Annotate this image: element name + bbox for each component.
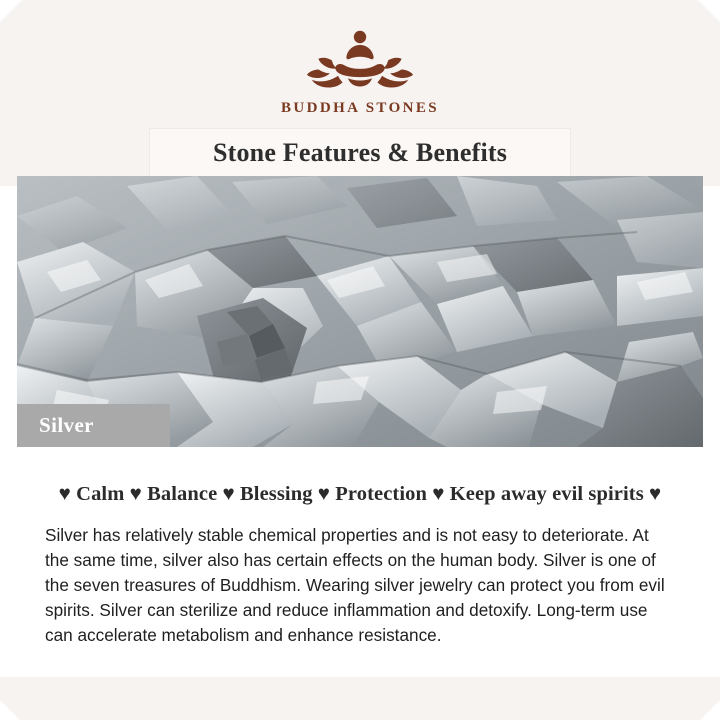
benefit-keywords: ♥ Calm ♥ Balance ♥ Blessing ♥ Protection ♥ Keep away evil spirits ♥ — [58, 483, 662, 505]
corner-cut-top-right — [698, 0, 720, 22]
brand-name: BUDDHA STONES — [280, 100, 440, 116]
image-caption-tab — [17, 404, 170, 447]
page-title: Stone Features & Benefits — [212, 137, 508, 167]
bottom-band — [0, 677, 720, 720]
brand-logo — [0, 22, 720, 117]
lotus-meditation-figure-icon — [296, 22, 424, 96]
corner-cut-bottom-left — [0, 700, 20, 720]
corner-cut-top-left — [0, 0, 22, 22]
stone-description: Silver has relatively stable chemical properties and is not easy to deteriorate. At the same time, silver also has certain effects on the human body. Silver is one of the seven treasures of Buddhism. Wearing silver jewelry can protect you from evil spirits. Silver can sterilize and reduce inflammation and detoxify. Long-term use can accelerate metabolism and enhance resistance. — [45, 525, 665, 645]
title-bar — [150, 129, 570, 176]
corner-cut-bottom-right — [700, 700, 720, 720]
content-panel — [17, 447, 703, 677]
stone-name: Silver — [39, 413, 94, 437]
